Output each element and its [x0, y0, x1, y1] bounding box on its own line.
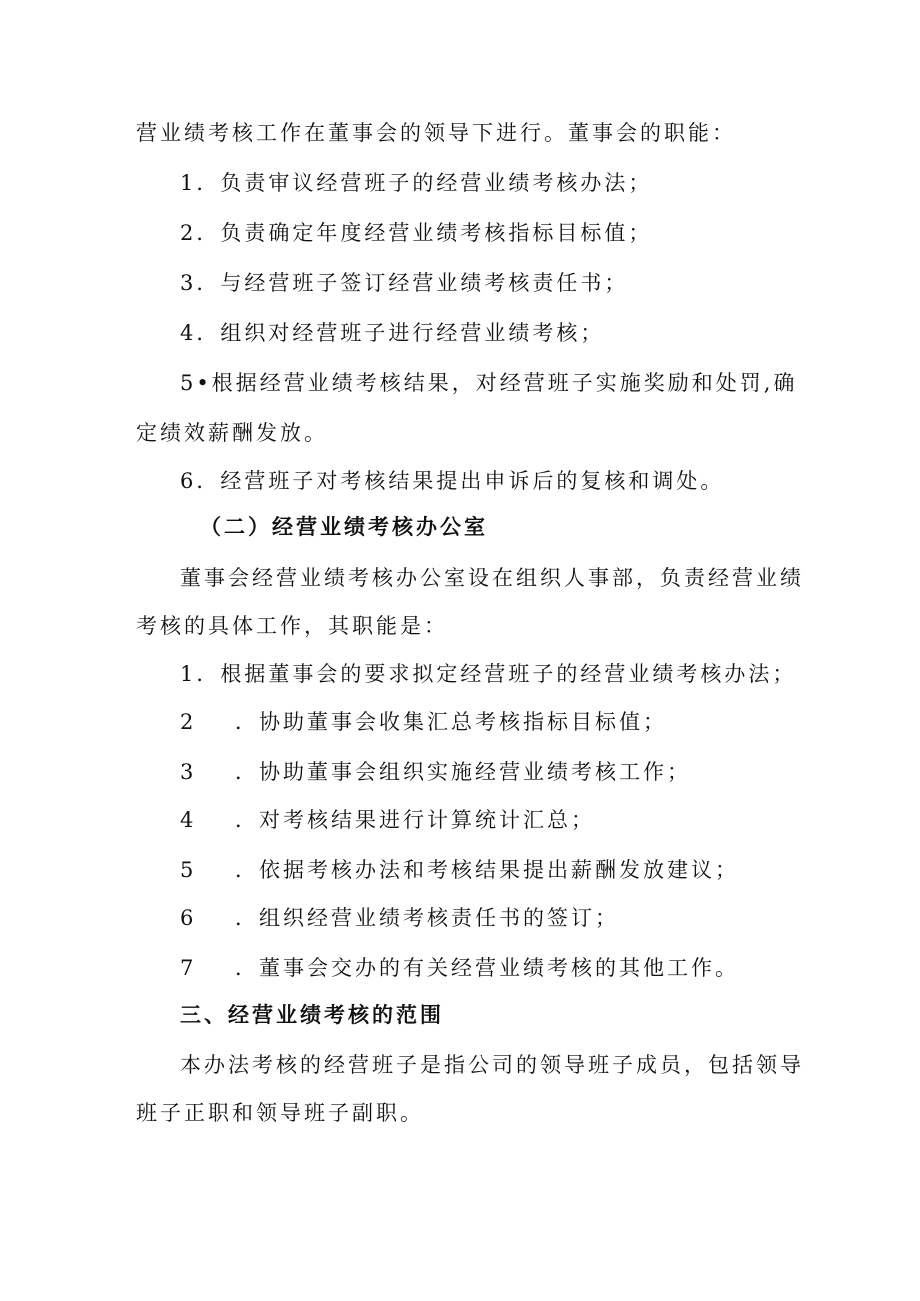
- list-item-number: 3: [180, 760, 197, 784]
- list-item: [180, 855, 739, 885]
- paragraph-line: 本办法考核的经营班子是指公司的领导班子成员，包括领导: [180, 1053, 804, 1077]
- paragraph-line: 班子正职和领导班子副职。: [136, 1101, 424, 1125]
- list-item-number: 4: [180, 808, 197, 832]
- list-item: [180, 707, 667, 737]
- list-item: 1．负责审议经营班子的经营业绩考核办法；: [180, 171, 653, 195]
- list-item: 2．负责确定年度经营业绩考核指标目标值；: [180, 221, 653, 245]
- section-heading: （二）经营业绩考核办公室: [200, 515, 488, 539]
- list-item: [180, 953, 739, 983]
- section-heading: 三、经营业绩考核的范围: [180, 1003, 444, 1027]
- list-item: 6．经营班子对考核结果提出申诉后的复核和调处。: [180, 469, 725, 493]
- list-item: 1．根据董事会的要求拟定经营班子的经营业绩考核办法；: [180, 662, 797, 686]
- list-item-number: 6: [180, 906, 197, 930]
- list-item-number: 2: [180, 710, 197, 734]
- list-item-continuation: 定绩效薪酬发放。: [136, 421, 328, 445]
- paragraph-line: 董事会经营业绩考核办公室设在组织人事部，负责经营业绩: [180, 566, 804, 590]
- list-item-text: ．组织经营业绩考核责任书的签订；: [235, 906, 619, 930]
- list-item: 3．与经营班子签订经营业绩考核责任书；: [180, 271, 629, 295]
- list-item: [180, 805, 595, 835]
- list-item: 5•根据经营业绩考核结果，对经营班子实施奖励和处罚,确: [180, 371, 798, 395]
- list-item-text: ．依据考核办法和考核结果提出薪酬发放建议；: [235, 858, 739, 882]
- list-item-text: ．对考核结果进行计算统计汇总；: [235, 808, 595, 832]
- list-item-number: 5: [180, 858, 197, 882]
- list-item: 4．组织对经营班子进行经营业绩考核；: [180, 321, 605, 345]
- paragraph-line: 考核的具体工作，其职能是：: [136, 614, 448, 638]
- paragraph-line: 营业绩考核工作在董事会的领导下进行。董事会的职能：: [136, 121, 736, 145]
- list-item-number: 7: [180, 956, 197, 980]
- list-item-text: ．董事会交办的有关经营业绩考核的其他工作。: [235, 956, 739, 980]
- list-item: [180, 757, 691, 787]
- list-item: [180, 903, 619, 933]
- list-item-text: ．协助董事会收集汇总考核指标目标值；: [235, 710, 667, 734]
- list-item-text: ．协助董事会组织实施经营业绩考核工作；: [235, 760, 691, 784]
